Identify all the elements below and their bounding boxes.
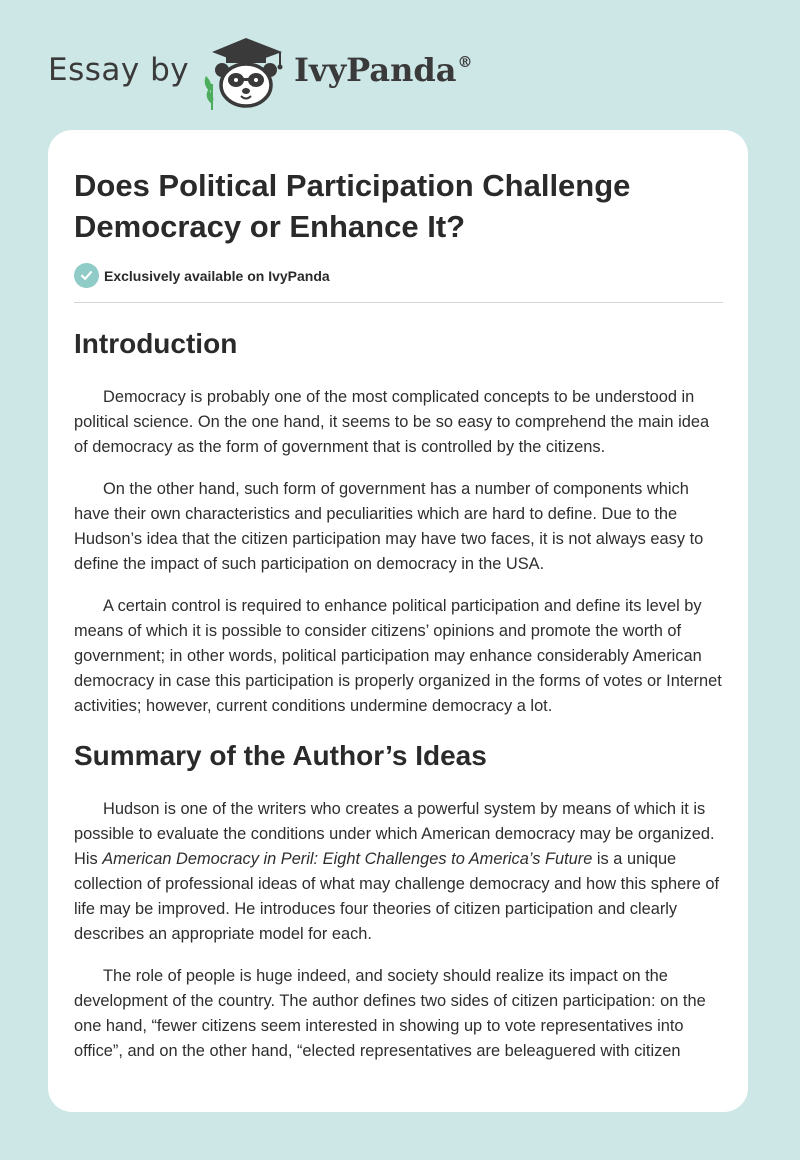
title-divider bbox=[74, 302, 723, 303]
exclusive-badge bbox=[74, 263, 330, 288]
paragraph: Democracy is probably one of the most complicated concepts to be understood in political science. On the one hand, it seems to be so easy to comprehend the main idea of democracy as the form of government that is controlled by the citizens. bbox=[74, 388, 710, 456]
book-title: American Democracy in Peril: Eight Challenges to America’s Future bbox=[102, 850, 593, 868]
panda-graduate-icon[interactable] bbox=[200, 34, 292, 110]
paragraph: On the other hand, such form of government has a number of components which have their own characteristics and peculiarities which are hard to define. Due to the Hudson’s idea that the citizen participation may have two faces, it is not always easy to define the impact of such participation on democracy in the USA. bbox=[74, 480, 704, 573]
essay-body bbox=[74, 324, 723, 1064]
brand-name[interactable]: IvyPanda® bbox=[294, 51, 473, 89]
paragraph: Hudson is one of the writers who creates a powerful system by means of which it is possible to evaluate the conditions under which American democracy may be organized. His American Democracy in Peril: Eight Challenges to America’s Future is a unique collection of professional ideas of what may challenge democracy and how this sphere of life may be improved. He introduces four theories of citizen participation and clearly describes an appropriate model for each. bbox=[74, 800, 720, 943]
essay-by-label: Essay by bbox=[48, 52, 190, 88]
site-header bbox=[48, 34, 548, 114]
section-heading: Introduction bbox=[74, 328, 238, 359]
essay-card bbox=[48, 130, 748, 1112]
check-circle-icon bbox=[74, 263, 99, 288]
essay-title: Does Political Participation Challenge Democracy or Enhance It? bbox=[74, 168, 631, 244]
registered-mark: ® bbox=[457, 53, 473, 71]
paragraph: A certain control is required to enhance political participation and define its level by means of which it is possible to consider citizens’ opinions and promote the worth of government; in other words, political participation may enhance considerably American democracy in case this participation is properly organized in the forms of votes or Internet activities; however, current conditions undermine democracy a lot. bbox=[74, 597, 722, 715]
exclusive-badge-text: Exclusively available on IvyPanda bbox=[104, 267, 330, 284]
paragraph: The role of people is huge indeed, and society should realize its impact on the development of the country. The author defines two sides of citizen participation: on the one hand, “fewer citizens seem interested in showing up to vote representatives into office”, and on the other hand, “elected representatives are beleaguered with citizen bbox=[74, 967, 706, 1060]
section-heading: Summary of the Author’s Ideas bbox=[74, 740, 487, 771]
